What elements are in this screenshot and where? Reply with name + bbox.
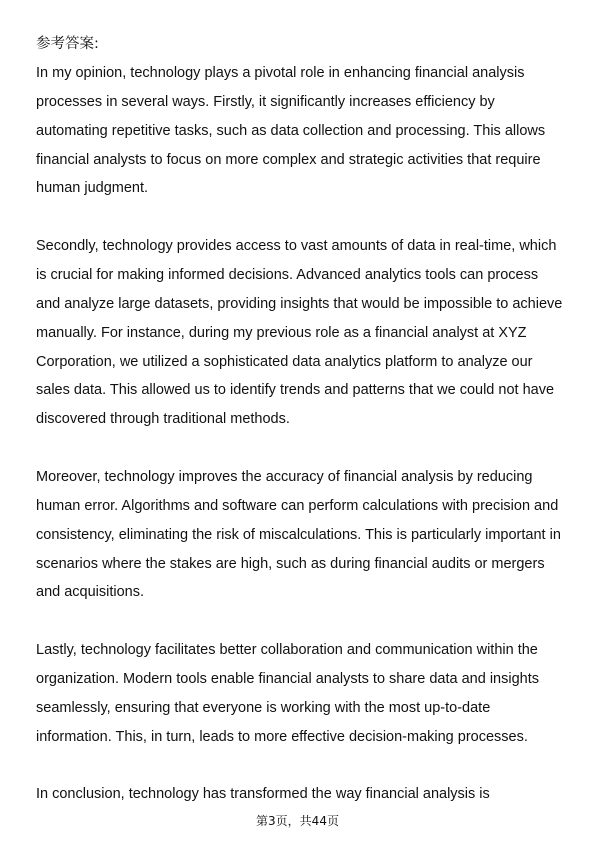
- paragraph-2-line-5: Corporation, we utilized a sophisticated data analytics platform to analyze our: [36, 354, 533, 370]
- paragraph-3-line-1: Moreover, technology improves the accuracy of financial analysis by reducing: [36, 469, 533, 485]
- paragraph-3-line-3: consistency, eliminating the risk of miscalculations. This is particularly important in: [36, 527, 561, 543]
- paragraph-4-line-2: organization. Modern tools enable financial analysts to share data and insights: [36, 671, 539, 687]
- paragraph-2-line-1: Secondly, technology provides access to vast amounts of data in real-time, which: [36, 238, 557, 254]
- paragraph-4-line-4: information. This, in turn, leads to more effective decision-making processes.: [36, 729, 528, 745]
- paragraph-2-line-6: sales data. This allowed us to identify trends and patterns that we could not have: [36, 382, 555, 398]
- answer-heading: 参考答案:: [36, 36, 99, 52]
- paragraph-1-line-5: human judgment.: [36, 180, 149, 196]
- paragraph-4-line-1: Lastly, technology facilitates better collaboration and communication within the: [36, 642, 538, 658]
- paragraph-1-line-2: processes in several ways. Firstly, it significantly increases efficiency by: [36, 94, 495, 110]
- paragraph-3-line-2: human error. Algorithms and software can perform calculations with precision and: [36, 498, 559, 514]
- paragraph-2-line-2: is crucial for making informed decisions. Advanced analytics tools can process: [36, 267, 539, 283]
- paragraph-1-line-3: automating repetitive tasks, such as data collection and processing. This allows: [36, 123, 546, 139]
- paragraph-3-line-4: scenarios where the stakes are high, such as during financial audits or mergers: [36, 556, 545, 572]
- paragraph-1-line-4: financial analysts to focus on more complex and strategic activities that require: [36, 152, 541, 168]
- page-number-footer: 第3页，共44页: [256, 814, 339, 828]
- paragraph-1-line-1: In my opinion, technology plays a pivotal role in enhancing financial analysis: [36, 65, 525, 81]
- paragraph-2-line-3: and analyze large datasets, providing insights that would be impossible to achieve: [36, 296, 563, 312]
- paragraph-2-line-4: manually. For instance, during my previous role as a financial analyst at XYZ: [36, 325, 527, 341]
- paragraph-4-line-3: seamlessly, ensuring that everyone is working with the most up-to-date: [36, 700, 491, 716]
- paragraph-3-line-5: and acquisitions.: [36, 584, 145, 600]
- paragraph-5-line-1: In conclusion, technology has transformed the way financial analysis is: [36, 786, 490, 802]
- paragraph-2-line-7: discovered through traditional methods.: [36, 411, 290, 427]
